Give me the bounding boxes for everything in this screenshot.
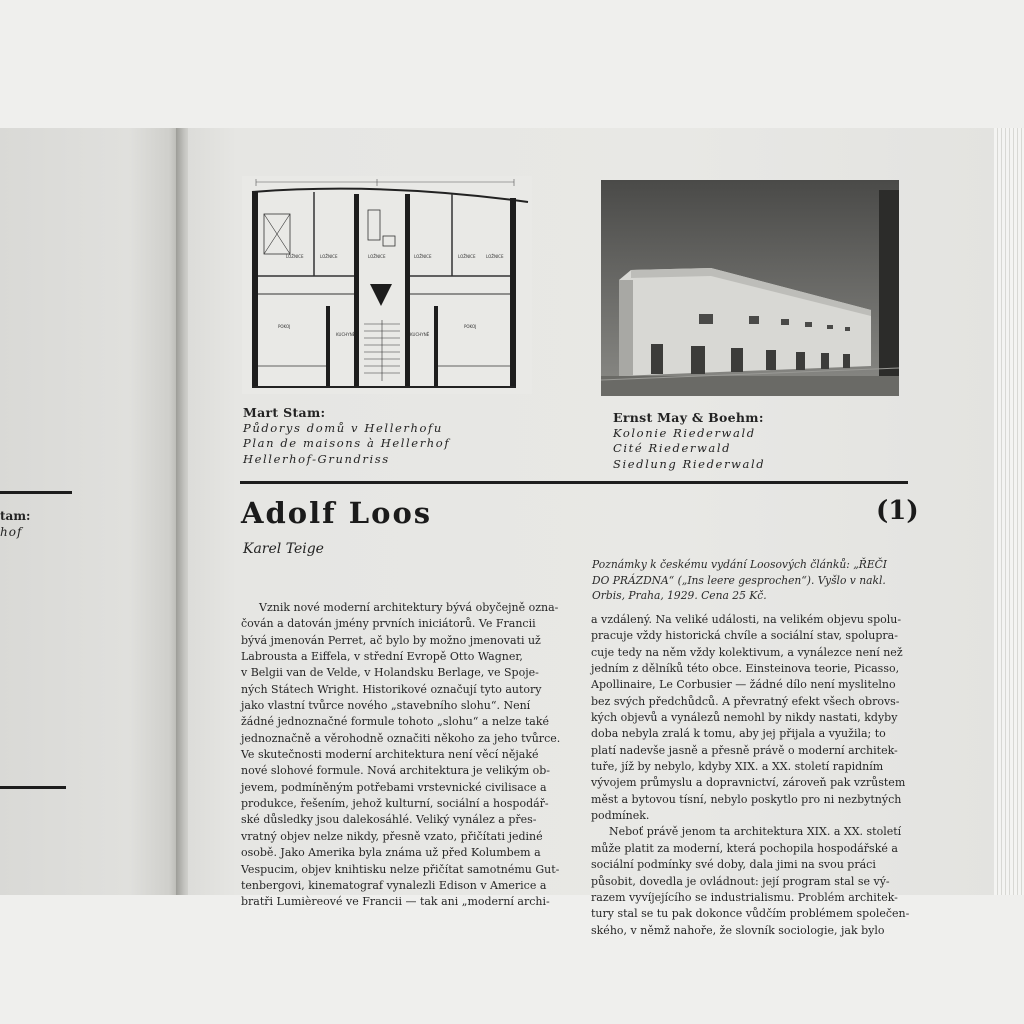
text-line: Labrousta a Eiffela, v střední Evropě Otto Wagner, xyxy=(241,650,523,664)
editorial-note xyxy=(592,557,922,604)
text-line: tury stal se tu pak dokonce vůdčím problémem společen- xyxy=(591,907,910,921)
figure-caption-may xyxy=(613,410,765,472)
text-line: čován a datován jmény prvních iniciátorů. Ve Francii xyxy=(241,617,536,631)
note-line: Orbis, Praha, 1929. Cena 25 Kč. xyxy=(592,589,767,602)
text-line: bratři Lumièreové ve Francii — tak ani „moderní archi- xyxy=(241,895,550,909)
caption-line: Plan de maisons à Hellerhof xyxy=(243,436,451,450)
article-title: Adolf Loos xyxy=(241,496,433,530)
text-line: měst a bytovou tísní, nebylo poskytlo pro ni nezbytných xyxy=(591,792,902,806)
note-line: DO PRÁZDNA“ („Ins leere gesprochen“). Vyšlo v nakl. xyxy=(592,573,886,587)
text-line: jako vlastní tvůrce nového „stavebního slohu“. Není xyxy=(241,699,531,713)
caption-name: Mart Stam: xyxy=(243,405,326,420)
note-line: Poznámky k českému vydání Loosových článků: „ŘEČI xyxy=(592,558,888,571)
article-column-2 xyxy=(591,612,921,939)
plan-label-2: LOŽNICE xyxy=(320,254,338,259)
building-photograph xyxy=(601,180,899,396)
text-line: Neboť právě jenom ta architektura XIX. a XX. století xyxy=(609,825,902,839)
text-line: nové slohové formule. Nová architektura je velikým ob- xyxy=(241,764,551,778)
text-line: jedním z dělníků této obce. Einsteinova teorie, Picasso, xyxy=(591,662,900,676)
plan-label-3: LOŽNICE xyxy=(368,254,386,259)
plan-label-1: LOŽNICE xyxy=(286,254,304,259)
text-line: ské důsledky jsou dalekosáhlé. Veliký vynález a přes- xyxy=(241,813,537,827)
text-line: razem vyvíjejícího se industrialismu. Problém architek- xyxy=(591,890,898,904)
plan-label-7: POKOJ xyxy=(278,324,291,329)
article-column-1 xyxy=(241,600,576,911)
section-divider-rule xyxy=(240,481,908,484)
text-line: Ve skutečnosti moderní architektura není věcí nějaké xyxy=(241,748,539,762)
text-line: vývojem průmyslu a dopravnictví, zároveň pak vzrůstem xyxy=(591,776,906,790)
text-line: doba nebyla zralá k tomu, aby jej přijala a využila; to xyxy=(591,727,886,741)
text-line: v Belgii van de Velde, v Holandsku Berlage, ve Spoje- xyxy=(241,666,539,680)
page-edges xyxy=(994,128,1024,895)
text-line: žádné jednoznačné formule tohoto „slohu“ a nelze také xyxy=(241,715,550,729)
caption-line: Hellerhof-Grundriss xyxy=(243,451,390,466)
text-line: a vzdálený. Na veliké události, na velikém objevu spolu- xyxy=(591,613,902,626)
text-line: může platit za moderní, která pochopila hospodářské a xyxy=(591,841,898,855)
left-caption xyxy=(0,508,30,540)
caption-line: Kolonie Riederwald xyxy=(613,425,756,440)
text-line: cuje tedy na něm vždy kolektivum, a vynálezce není než xyxy=(591,645,903,659)
figure-caption-stam xyxy=(243,405,450,467)
floor-plan-svg xyxy=(242,176,532,394)
photo-svg xyxy=(601,180,899,396)
left-divider-rule xyxy=(0,491,72,494)
plan-label-6: LOŽNICE xyxy=(486,254,504,259)
background-top xyxy=(0,0,1024,128)
text-line: tenbergovi, kinematograf vynalezli Edison v Americe a xyxy=(241,878,547,892)
text-line: jednoznačně a věrohodně označiti někoho za jeho tvůrce. xyxy=(241,731,561,745)
plan-label-5: LOŽNICE xyxy=(458,254,476,259)
floor-plan-drawing xyxy=(242,176,532,394)
caption-line: Cité Riederwald xyxy=(613,441,732,455)
article-number: (1) xyxy=(876,496,919,526)
caption-line: Půdorys domů v Hellerhofu xyxy=(243,420,443,435)
text-line: působit, dovedla je ovládnout: její program stal se vý- xyxy=(591,874,890,888)
text-line: Vespucim, objev knihtisku nelze přičítat samotnému Gut- xyxy=(241,862,560,876)
text-line: bývá jmenován Perret, ač bylo by možno jmenovati už xyxy=(241,633,541,647)
text-line: pracuje vždy historická chvíle a sociální stav, spolupra- xyxy=(591,629,898,643)
text-line: platí nadevše jasně a přesně právě o moderní architek- xyxy=(591,743,898,757)
text-line: ných Státech Wright. Historikové označují tyto autory xyxy=(241,682,542,696)
text-line: sociální podmínky své doby, dala jimi na svou práci xyxy=(591,858,876,872)
text-line: jevem, podmíněným potřebami vrstevnické civilisace a xyxy=(241,780,547,794)
text-line: bez svých předchůdců. A převratný efekt všech obrovs- xyxy=(591,694,900,708)
plan-label-8: KUCHYNĚ xyxy=(336,332,356,337)
text-line: tuře, jíž by nebylo, kdyby XIX. a XX. století rapidním xyxy=(591,760,884,774)
caption-line: Siedlung Riederwald xyxy=(613,456,766,471)
article-author: Karel Teige xyxy=(243,541,324,557)
text-line: podmínek. xyxy=(591,809,650,823)
text-line: kých objevů a vynálezů nemohl by nikdy nastati, kdyby xyxy=(591,711,898,725)
plan-label-10: POKOJ xyxy=(464,324,477,329)
left-divider-rule-lower xyxy=(0,786,66,789)
plan-label-4: LOŽNICE xyxy=(414,254,432,259)
text-line: vratný objev nelze nikdy, přesně vzato, přičítati jediné xyxy=(241,829,543,843)
caption-name: Ernst May & Boehm: xyxy=(613,410,764,425)
text-line: Apollinaire, Le Corbusier — žádné dílo není myslitelno xyxy=(591,678,896,692)
text-line: ského, v němž nahoře, že slovník sociologie, jak bylo xyxy=(591,923,885,937)
text-line: osobě. Jako Amerika byla známa už před Kolumbem a xyxy=(241,846,541,860)
left-caption-sub: hof xyxy=(0,525,23,539)
left-caption-name: tam: xyxy=(0,509,31,523)
text-line: Vznik nové moderní architektury bývá obyčejně ozna- xyxy=(259,601,559,614)
text-line: produkce, řešením, jehož kulturní, sociální a hospodář- xyxy=(241,797,549,811)
plan-label-9: KUCHYNĚ xyxy=(410,332,430,337)
